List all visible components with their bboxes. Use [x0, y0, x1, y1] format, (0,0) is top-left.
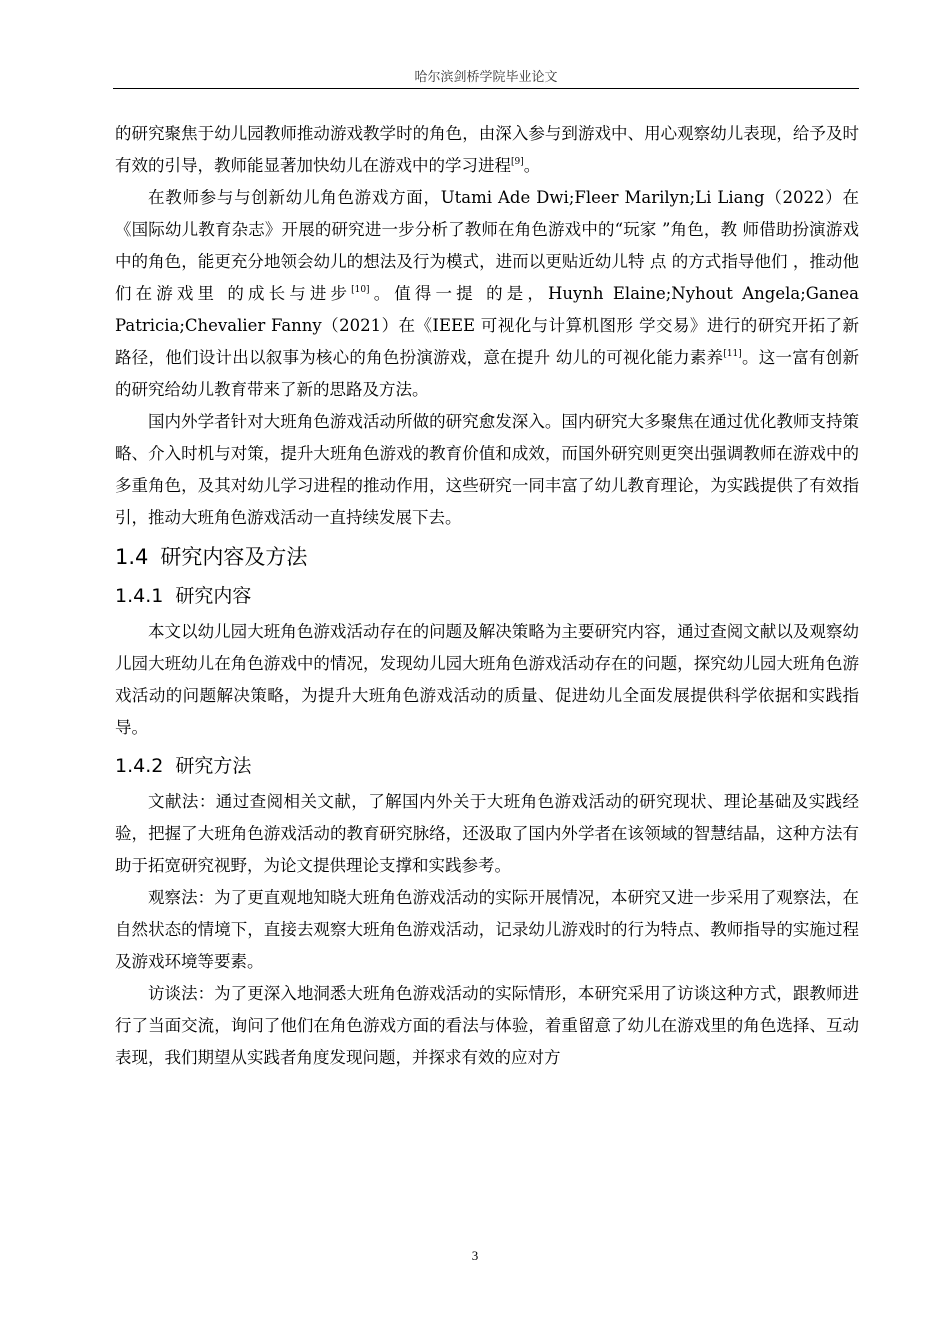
section-number: 1.4.2: [115, 755, 164, 777]
paragraph-2-text-2: 。值得一提 的是，Huynh Elaine;Nyhout Angela;Ganea Patricia;Chevalier Fanny（2021）在《IEEE 可视化与计算机图形 学交易》进行的研究开拓了新路径，他们设计出以叙事为核心的角色扮演游戏，意在提升 幼儿的可视化能力素养: [115, 284, 859, 367]
section-heading-1-4-2: [115, 750, 859, 782]
paragraph-2-text-1: 在教师参与与创新幼儿角色游戏方面，Utami Ade Dwi;Fleer Marilyn;Li Liang（2022）在《国际幼儿教育杂志》开展的研究进一步分析了教师在角色游戏中的“玩家 ”角色，教 师借助扮演游戏中的角色，能更充分地领会幼儿的想法及行为模式，进而以更贴近幼儿特 点 的方式指导他们 ，推动他们在游戏里 的成长与进步: [115, 188, 859, 303]
section-heading-1-4-1: [115, 580, 859, 612]
section-heading-1-4: [115, 540, 859, 574]
citation-11: [11]: [723, 349, 742, 359]
section-title: 研究方法: [175, 755, 252, 777]
paragraph-1-tail: 。: [523, 156, 541, 175]
section-number: 1.4.1: [115, 585, 164, 607]
page-number: 3: [471, 1248, 479, 1263]
section-title: 研究内容: [175, 585, 252, 607]
running-header: 哈尔滨剑桥学院毕业论文: [414, 70, 558, 85]
citation-10: [10]: [351, 285, 370, 295]
citation-9: [9]: [511, 157, 524, 167]
header-rule: [113, 88, 859, 89]
paragraph-2-text-3: 。这一富有创新的研究给幼儿教育带来了新的思路及方法。: [115, 348, 860, 399]
paragraph-2: [115, 182, 859, 406]
page-body: [115, 118, 859, 1074]
paragraph-1-text: 的研究聚焦于幼儿园教师推动游戏教学时的角色，由深入参与到游戏中、用心观察幼儿表现，给予及时有效的引导，教师能显著加快幼儿在游戏中的学习进程: [115, 124, 859, 175]
method-literature-paragraph: 文献法：通过查阅相关文献，了解国内外关于大班角色游戏活动的研究现状、理论基础及实践经验，把握了大班角色游戏活动的教育研究脉络，还汲取了国内外学者在该领域的智慧结晶，这种方法有助于拓宽研究视野，为论文提供理论支撑和实践参考。: [115, 792, 859, 875]
research-content-paragraph: 本文以幼儿园大班角色游戏活动存在的问题及解决策略为主要研究内容，通过查阅文献以及观察幼儿园大班幼儿在角色游戏中的情况，发现幼儿园大班角色游戏活动存在的问题，探究幼儿园大班角色游戏活动的问题解决策略，为提升大班角色游戏活动的质量、促进幼儿全面发展提供科学依据和实践指导。: [115, 622, 859, 737]
method-observation-paragraph: 观察法：为了更直观地知晓大班角色游戏活动的实际开展情况，本研究又进一步采用了观察法，在自然状态的情境下，直接去观察大班角色游戏活动，记录幼儿游戏时的行为特点、教师指导的实施过程及游戏环境等要素。: [115, 888, 859, 971]
section-title: 研究内容及方法: [160, 545, 308, 569]
paragraph-3: 国内外学者针对大班角色游戏活动所做的研究愈发深入。国内研究大多聚焦在通过优化教师支持策略、介入时机与对策，提升大班角色游戏的教育价值和成效，而国外研究则更突出强调教师在游戏中的多重角色，及其对幼儿学习进程的推动作用，这些研究一同丰富了幼儿教育理论，为实践提供了有效指引，推动大班角色游戏活动一直持续发展下去。: [115, 412, 859, 527]
method-interview-paragraph: 访谈法：为了更深入地洞悉大班角色游戏活动的实际情形，本研究采用了访谈这种方式，跟教师进行了当面交流，询问了他们在角色游戏方面的看法与体验，着重留意了幼儿在游戏里的角色选择、互动表现，我们期望从实践者角度发现问题，并探求有效的应对方: [115, 984, 859, 1067]
paragraph-1: [115, 118, 859, 182]
section-number: 1.4: [115, 545, 149, 569]
